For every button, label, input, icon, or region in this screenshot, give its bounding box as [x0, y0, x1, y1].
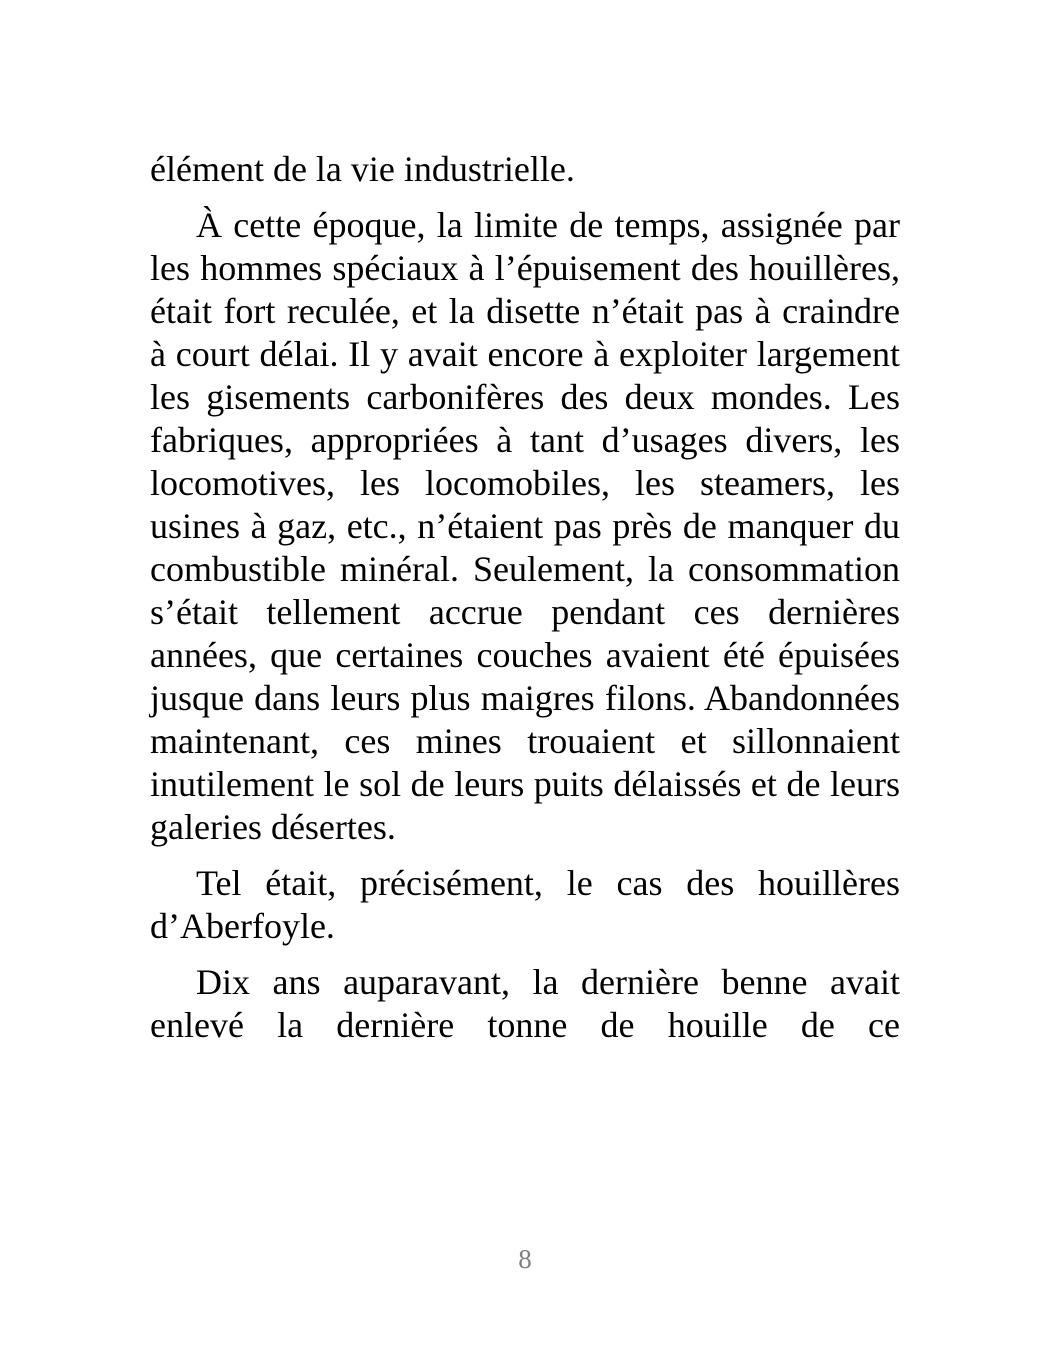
paragraph-aberfoyle: Tel était, précisément, le cas des houillères d’Aberfoyle. [150, 863, 900, 946]
paragraph-continuation: élément de la vie industrielle. [150, 149, 575, 189]
paragraph-last-tonne: Dix ans auparavant, la dernière benne avait enlevé la dernière tonne de houille de ce [150, 962, 900, 1045]
page-body [150, 148, 900, 1060]
paragraph-coal-reserves: À cette époque, la limite de temps, assignée par les hommes spéciaux à l’épuisement des houillères, était fort reculée, et la disette n’était pas à craindre à court délai. Il y avait encore à exploiter largement les gisements carbonifères des deux mondes. Les fabriques, appropriées à tant d’usages divers, les locomotives, les locomobiles, les steamers, les usines à gaz, etc., n’étaient pas près de manquer du combustible minéral. Seulement, la consommation s’était tellement accrue pendant ces dernières années, que certaines couches avaient été épuisées jusque dans leurs plus maigres filons. Abandonnées maintenant, ces mines trouaient et sillonnaient inutilement le sol de leurs puits délaissés et de leurs galeries désertes. [150, 205, 900, 847]
page-number: 8 [518, 1244, 532, 1274]
